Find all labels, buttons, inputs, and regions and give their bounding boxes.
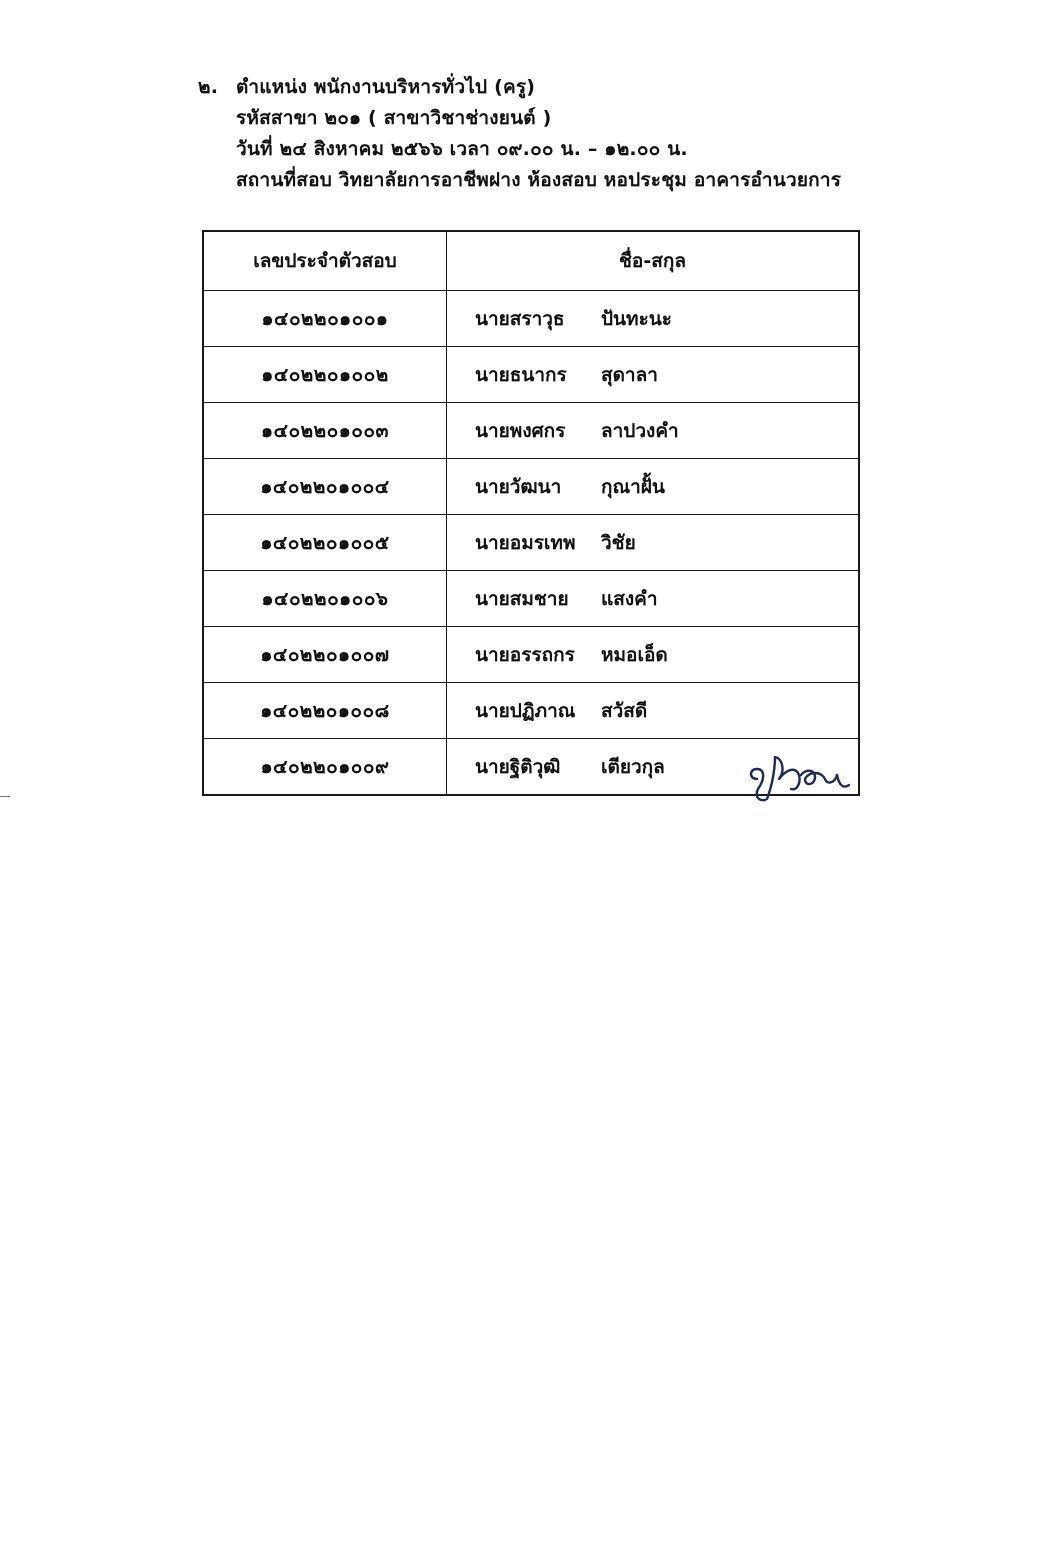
- first-name: นายอมรเทพ: [475, 531, 576, 554]
- first-name: นายฐิติวุฒิ: [475, 755, 561, 778]
- first-name: นายปฏิภาณ: [475, 699, 576, 722]
- exam-id-cell: ๑๔๐๒๒๐๑๐๐๔: [203, 459, 447, 515]
- table-row: [203, 683, 859, 739]
- exam-id-cell: ๑๔๐๒๒๐๑๐๐๖: [203, 571, 447, 627]
- first-name: นายอรรถกร: [475, 643, 575, 666]
- column-header-exam-id: เลขประจำตัวสอบ: [203, 231, 447, 291]
- last-name: วิชัย: [601, 531, 636, 554]
- exam-id-cell: ๑๔๐๒๒๐๑๐๐๑: [203, 291, 447, 347]
- candidate-table: [202, 230, 860, 796]
- last-name: สวัสดี: [601, 699, 648, 722]
- exam-venue-line: สถานที่สอบ วิทยาลัยการอาชีพฝาง ห้องสอบ หอประชุม อาคารอำนวยการ: [236, 169, 842, 191]
- last-name: หมอเอ็ด: [601, 643, 668, 666]
- last-name: สุดาลา: [601, 363, 658, 386]
- table-row: [203, 403, 859, 459]
- last-name: เตียวกุล: [601, 755, 665, 778]
- table-row: [203, 291, 859, 347]
- signature: [745, 745, 865, 805]
- first-name: นายสราวุธ: [475, 307, 565, 330]
- full-name-cell: [447, 291, 860, 347]
- table-row: [203, 515, 859, 571]
- exam-id-cell: ๑๔๐๒๒๐๑๐๐๘: [203, 683, 447, 739]
- exam-id-cell: ๑๔๐๒๒๐๑๐๐๙: [203, 739, 447, 796]
- column-header-full-name: ชื่อ-สกุล: [447, 231, 860, 291]
- table-body: [203, 291, 859, 796]
- position-line: [198, 72, 1018, 103]
- exam-id-cell: ๑๔๐๒๒๐๑๐๐๕: [203, 515, 447, 571]
- last-name: ลาปวงคำ: [601, 419, 679, 442]
- table-row: [203, 571, 859, 627]
- table-row: [203, 459, 859, 515]
- full-name-cell: [447, 683, 860, 739]
- last-name: แสงคำ: [601, 587, 658, 610]
- full-name-cell: [447, 627, 860, 683]
- full-name-cell: [447, 459, 860, 515]
- exam-id-cell: ๑๔๐๒๒๐๑๐๐๒: [203, 347, 447, 403]
- first-name: นายพงศกร: [475, 419, 566, 442]
- exam-header: [198, 72, 1018, 196]
- first-name: นายสมชาย: [475, 587, 569, 610]
- exam-id-cell: ๑๔๐๒๒๐๑๐๐๗: [203, 627, 447, 683]
- table-row: [203, 347, 859, 403]
- table-header-row: [203, 231, 859, 291]
- last-name: กุณาฝั้น: [601, 475, 665, 498]
- table-row: [203, 627, 859, 683]
- margin-mark: [0, 796, 10, 797]
- exam-date-line: วันที่ ๒๔ สิงหาคม ๒๕๖๖ เวลา ๐๙.๐๐ น. – ๑๒.๐๐ น.: [236, 138, 688, 160]
- first-name: นายวัฒนา: [475, 475, 562, 498]
- full-name-cell: [447, 571, 860, 627]
- last-name: ปันทะนะ: [601, 307, 672, 330]
- full-name-cell: [447, 403, 860, 459]
- section-number: ๒.: [198, 76, 219, 98]
- full-name-cell: [447, 515, 860, 571]
- full-name-cell: [447, 347, 860, 403]
- first-name: นายธนากร: [475, 363, 567, 386]
- branch-code-line: รหัสสาขา ๒๐๑ ( สาขาวิชาช่างยนต์ ): [236, 107, 552, 129]
- position-title: ตำแหน่ง พนักงานบริหารทั่วไป (ครู): [236, 76, 536, 98]
- exam-id-cell: ๑๔๐๒๒๐๑๐๐๓: [203, 403, 447, 459]
